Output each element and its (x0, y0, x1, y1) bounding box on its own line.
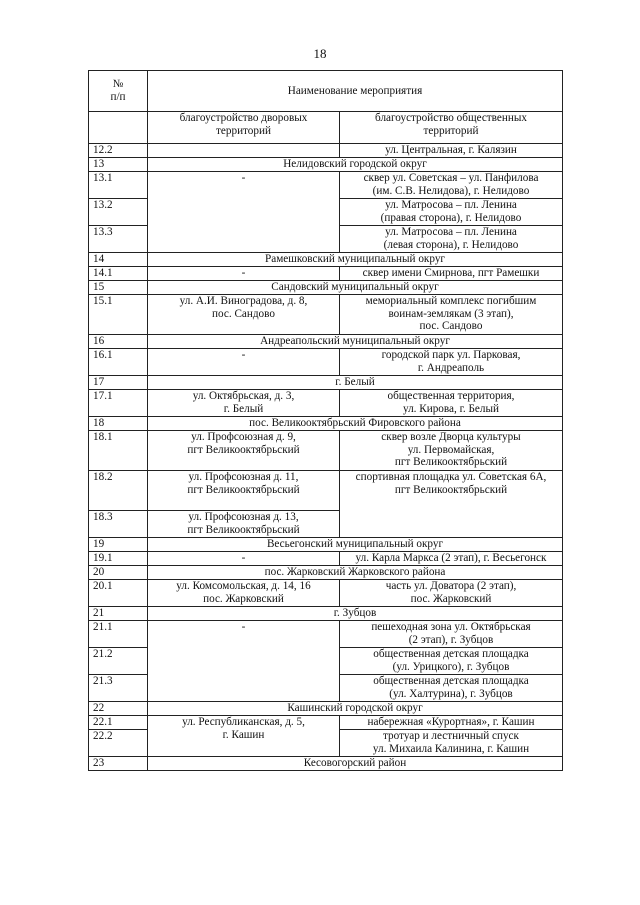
row-number: 22.1 (89, 716, 148, 730)
public-territory: ул. Карла Маркса (2 этап), г. Весьегонск (340, 552, 563, 566)
section-title: пос. Жарковский Жарковского района (148, 566, 563, 580)
section-row (89, 538, 563, 552)
row-number: 12.2 (89, 144, 148, 158)
table-row (89, 390, 563, 417)
section-row (89, 376, 563, 390)
section-title: Рамешковский муниципальный округ (148, 253, 563, 267)
row-number: 15 (89, 281, 148, 295)
public-territory: сквер ул. Советская – ул. Панфилова (им. С.В. Нелидова), г. Нелидово (340, 172, 563, 199)
table-row (89, 172, 563, 199)
row-number: 17 (89, 376, 148, 390)
measures-table (88, 70, 563, 771)
courtyard-territory: - (148, 621, 340, 702)
table-row (89, 580, 563, 607)
row-number: 15.1 (89, 295, 148, 335)
public-territory: набережная «Курортная», г. Кашин (340, 716, 563, 730)
public-territory: мемориальный комплекс погибшим воинам-землякам (3 этап), пос. Сандово (340, 295, 563, 335)
table-row (89, 267, 563, 281)
row-number: 21 (89, 607, 148, 621)
section-row (89, 158, 563, 172)
public-territory: городской парк ул. Парковая, г. Андреаполь (340, 349, 563, 376)
public-territory: тротуар и лестничный спуск ул. Михаила Калинина, г. Кашин (340, 730, 563, 757)
courtyard-territory: ул. Комсомольская, д. 14, 16 пос. Жарковский (148, 580, 340, 607)
section-title: Кесовогорский район (148, 757, 563, 771)
courtyard-territory: - (148, 172, 340, 253)
section-title: пос. Великооктябрьский Фировского района (148, 417, 563, 431)
public-territory: сквер имени Смирнова, пгт Рамешки (340, 267, 563, 281)
public-territory: сквер возле Дворца культуры ул. Первомайская, пгт Великооктябрьский (340, 431, 563, 471)
courtyard-territory: ул. А.И. Виноградова, д. 8, пос. Сандово (148, 295, 340, 335)
row-number: 17.1 (89, 390, 148, 417)
section-row (89, 607, 563, 621)
courtyard-territory: - (148, 267, 340, 281)
header-col-public: благоустройство общественных территорий (340, 112, 563, 144)
page-number: 18 (313, 46, 327, 61)
table-row (89, 144, 563, 158)
section-row (89, 566, 563, 580)
public-territory: часть ул. Доватора (2 этап), пос. Жарковский (340, 580, 563, 607)
row-number: 23 (89, 757, 148, 771)
courtyard-territory: ул. Профсоюзная д. 9, пгт Великооктябрьский (148, 431, 340, 471)
row-number: 21.2 (89, 648, 148, 675)
row-number: 14.1 (89, 267, 148, 281)
public-territory: спортивная площадка ул. Советская 6А, пгт Великооктябрьский (340, 471, 563, 538)
row-number: 13.3 (89, 226, 148, 253)
courtyard-territory: ул. Профсоюзная д. 11, пгт Великооктябрьский (148, 471, 340, 511)
public-territory: ул. Матросова – пл. Ленина (правая сторона), г. Нелидово (340, 199, 563, 226)
table-row (89, 431, 563, 471)
table-row (89, 552, 563, 566)
header-title: Наименование мероприятия (148, 71, 563, 112)
row-number: 20.1 (89, 580, 148, 607)
public-territory: ул. Матросова – пл. Ленина (левая сторона), г. Нелидово (340, 226, 563, 253)
public-territory: ул. Центральная, г. Калязин (340, 144, 563, 158)
row-number: 21.3 (89, 675, 148, 702)
table-row (89, 621, 563, 648)
header-subrow (89, 112, 563, 144)
row-number: 18 (89, 417, 148, 431)
public-territory: общественная детская площадка (ул. Урицкого), г. Зубцов (340, 648, 563, 675)
section-title: г. Зубцов (148, 607, 563, 621)
courtyard-territory: ул. Профсоюзная д. 13, пгт Великооктябрьский (148, 511, 340, 538)
courtyard-territory: ул. Республиканская, д. 5, г. Кашин (148, 716, 340, 757)
row-number: 18.3 (89, 511, 148, 538)
public-territory: пешеходная зона ул. Октябрьская (2 этап), г. Зубцов (340, 621, 563, 648)
header-num: № п/п (89, 71, 148, 112)
section-title: Весьегонский муниципальный округ (148, 538, 563, 552)
row-number: 22.2 (89, 730, 148, 757)
section-row (89, 253, 563, 267)
row-number: 18.1 (89, 431, 148, 471)
row-number: 19 (89, 538, 148, 552)
row-number: 19.1 (89, 552, 148, 566)
section-row (89, 702, 563, 716)
section-title: Нелидовский городской округ (148, 158, 563, 172)
row-number: 14 (89, 253, 148, 267)
section-row (89, 757, 563, 771)
row-number: 16 (89, 335, 148, 349)
public-territory: общественная территория, ул. Кирова, г. Белый (340, 390, 563, 417)
section-title: Андреапольский муниципальный округ (148, 335, 563, 349)
section-row (89, 281, 563, 295)
courtyard-territory: - (148, 349, 340, 376)
row-number: 22 (89, 702, 148, 716)
public-territory: общественная детская площадка (ул. Халтурина), г. Зубцов (340, 675, 563, 702)
courtyard-territory: - (148, 552, 340, 566)
section-title: Сандовский муниципальный округ (148, 281, 563, 295)
row-number: 21.1 (89, 621, 148, 648)
section-row (89, 335, 563, 349)
header-row (89, 71, 563, 112)
section-title: г. Белый (148, 376, 563, 390)
row-number: 13.2 (89, 199, 148, 226)
section-row (89, 417, 563, 431)
courtyard-territory: ул. Октябрьская, д. 3, г. Белый (148, 390, 340, 417)
table-row (89, 349, 563, 376)
section-title: Кашинский городской округ (148, 702, 563, 716)
table-row (89, 716, 563, 730)
header-col-courtyard: благоустройство дворовых территорий (148, 112, 340, 144)
table-row (89, 295, 563, 335)
row-number: 18.2 (89, 471, 148, 511)
row-number: 20 (89, 566, 148, 580)
row-number: 16.1 (89, 349, 148, 376)
row-number: 13.1 (89, 172, 148, 199)
table-row (89, 471, 563, 511)
row-number: 13 (89, 158, 148, 172)
